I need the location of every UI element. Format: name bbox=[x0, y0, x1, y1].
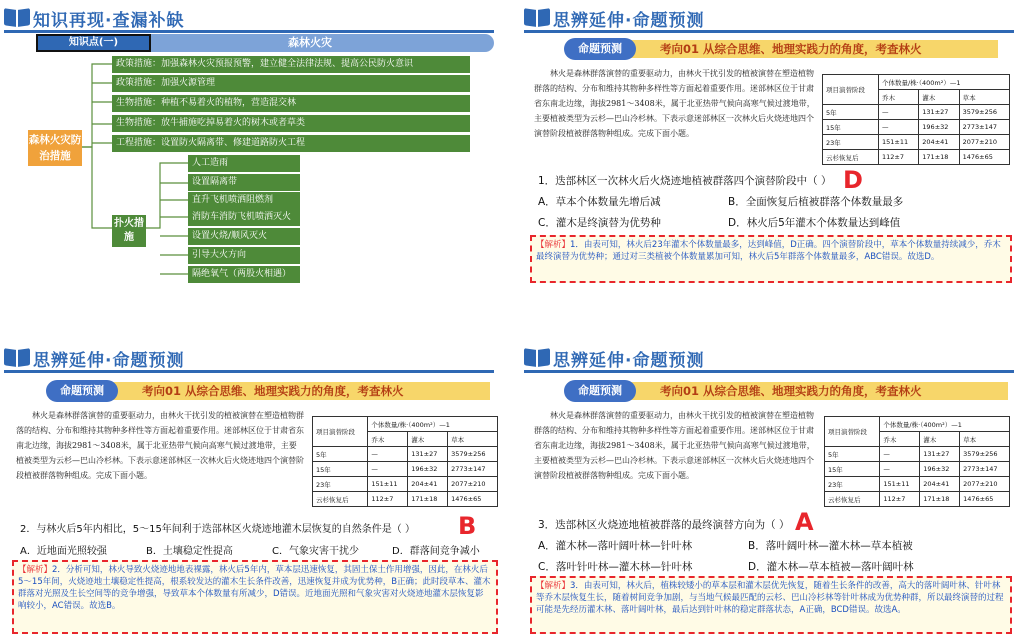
q2-header bbox=[524, 6, 704, 30]
table-header-unit: 个体数量/株·（400m²）—1 bbox=[878, 75, 1009, 90]
q2-header-line bbox=[524, 30, 1014, 33]
q4-passage: 林火是森林群落演替的重要驱动力，由林火干扰引发的植被演替在塑造植物群落的结构、分布和维持其物种多样性等方面起着重要作用。迷部林区位于甘肃省东南北边缘，海拔2981～3408米，属于北亚热带气候向高寒气候过渡地带，主要植被类型为云杉—巴山冷杉林。下表示意迷部林区一次林火后火烧迹地四个演替阶段植被群落物种组成。完成下面小题。 bbox=[534, 411, 815, 480]
fire-item-3: 直升飞机喷洒阻燃剂 bbox=[188, 192, 300, 209]
q3-header-title: 思辨延伸·命题预测 bbox=[33, 350, 185, 371]
q2-analysis-label: 【解析】 bbox=[536, 240, 571, 250]
table-row: 15年 — 196±32 2773±147 bbox=[823, 120, 1010, 135]
q4-analysis-text: 3．由表可知，林火后，植株较矮小的草本层和灌木层优先恢复，随着生长条件的改善，高大的落叶阔叶林、针叶林等乔木层恢复生长，随着树间竞争加剧，与当地气候最匹配的云杉、巴山冷杉林等针叶林成为优势种群，所以最终演替的过程可能是先经历灌木林、落叶阔叶林，最后达到针叶林的稳定群落状态，A正确，BCD错误。故选A。 bbox=[536, 581, 1004, 615]
q4-header-title: 思辨延伸·命题预测 bbox=[553, 350, 705, 371]
fire-measures-node: 扑火措施 bbox=[112, 215, 146, 247]
table-row: 云杉恢复后 112±7 171±18 1476±65 bbox=[825, 492, 1010, 507]
q3-header bbox=[4, 346, 184, 370]
table-header-stage: 项目演替阶段 bbox=[823, 75, 879, 105]
table-row: 23年 151±11 204±41 2077±210 bbox=[825, 477, 1010, 492]
q4-data-table bbox=[824, 416, 1010, 507]
q3-analysis-text: 2．分析可知，林火导致火烧迹地地表裸露，林火后5年内，草本层迅速恢复，其固土保土作用增强，因此，在林火后5～15年间，火烧迹地土壤稳定性提高，根系较发达的灌木生长条件改善，迅速恢复并成为优势种，B正确；此时段草本、灌木群落对光照及生长空间等的竞争增强，导致草本个体数量有所减少，D错误。近地面光照和气象灾害对火烧迹地灌木层恢复影响较小，AC错误。故选B。 bbox=[18, 565, 491, 611]
q4-option-d: D．灌木林—草本植被—落叶阔叶林 bbox=[748, 561, 914, 573]
table-header-stage: 项目演替阶段 bbox=[313, 417, 368, 447]
table-col-header: 乔木 bbox=[368, 432, 408, 447]
q2-option-d: D．林火后5年灌木个体数量达到峰值 bbox=[728, 217, 901, 229]
q3-analysis-label: 【解析】 bbox=[18, 565, 53, 575]
q3-option-d: D．群落间竞争减小 bbox=[392, 546, 480, 557]
table-col-header: 灌木 bbox=[919, 90, 959, 105]
table-col-header: 乔木 bbox=[880, 432, 920, 447]
q4-answer: A bbox=[795, 508, 814, 536]
q2-question: 1．迭部林区一次林火后火烧迹地植被群落四个演替阶段中（ ） bbox=[538, 175, 832, 187]
q4-option-a: A．灌木林—落叶阔叶林—针叶林 bbox=[538, 540, 693, 552]
table-row: 5年 — 131±27 3579±256 bbox=[825, 447, 1010, 462]
q2-pill: 命题预测 bbox=[564, 38, 636, 60]
q3-answer: B bbox=[458, 512, 477, 540]
q2-answer: D bbox=[843, 166, 863, 194]
table-col-header: 灌木 bbox=[408, 432, 448, 447]
q2-option-b: B．全面恢复后植被群落个体数量最多 bbox=[728, 196, 904, 208]
table-row: 23年 151±11 204±41 2077±210 bbox=[823, 135, 1010, 150]
table-row: 云杉恢复后 112±7 171±18 1476±65 bbox=[313, 492, 498, 507]
q4-question: 3．迭部林区火烧迹地植被群落的最终演替方向为（ ） bbox=[538, 519, 790, 531]
table-col-header: 草本 bbox=[448, 432, 498, 447]
book-icon bbox=[524, 349, 550, 367]
q3-banner bbox=[46, 380, 490, 402]
q3-analysis-box bbox=[12, 560, 498, 634]
table-col-header: 草本 bbox=[959, 90, 1009, 105]
q4-topic: 考向01 从综合思维、地理实践力的角度，考查林火 bbox=[626, 382, 1008, 400]
table-header-unit: 个体数量/株·（400m²）—1 bbox=[368, 417, 498, 432]
fire-item-7: 隔绝氧气（两股火相遇） bbox=[188, 266, 300, 283]
q4-analysis-box bbox=[530, 576, 1012, 634]
q1-section-title: 森林火灾 bbox=[288, 36, 332, 49]
table-header-unit: 个体数量/株·（400m²）—1 bbox=[880, 417, 1010, 432]
q3-header-line bbox=[4, 370, 494, 373]
q4-pill: 命题预测 bbox=[564, 380, 636, 402]
q4-banner bbox=[564, 380, 1008, 402]
book-icon bbox=[4, 349, 30, 367]
q3-data-table bbox=[312, 416, 498, 507]
mindmap-root: 森林火灾防治措施 bbox=[28, 130, 82, 166]
table-col-header: 草本 bbox=[960, 432, 1010, 447]
q2-data-table bbox=[822, 74, 1010, 165]
bio-node-1: 生物措施：种植不易着火的植物，营造混交林 bbox=[112, 95, 470, 112]
q2-topic: 考向01 从综合思维、地理实践力的角度，考查林火 bbox=[626, 40, 998, 58]
table-col-header: 灌木 bbox=[920, 432, 960, 447]
q3-option-c: C．气象灾害干扰少 bbox=[272, 546, 359, 557]
table-row: 云杉恢复后 112±7 171±18 1476±65 bbox=[823, 150, 1010, 165]
q1-header-title: 知识再现·查漏补缺 bbox=[33, 10, 185, 31]
fire-item-1: 人工造雨 bbox=[188, 155, 300, 172]
fire-item-5: 设置火烧/顺风灭火 bbox=[188, 228, 300, 245]
q4-header-line bbox=[524, 370, 1014, 373]
q2-option-a: A．草本个体数量先增后减 bbox=[538, 196, 661, 208]
fire-item-6: 引导大火方向 bbox=[188, 247, 300, 264]
policy-node-2: 政策措施：加强火源管理 bbox=[112, 75, 470, 92]
policy-node-1: 政策措施：加强森林火灾预报预警，建立健全法律法规、提高公民防火意识 bbox=[112, 56, 470, 73]
table-col-header: 乔木 bbox=[878, 90, 918, 105]
table-row: 5年 — 131±27 3579±256 bbox=[313, 447, 498, 462]
bio-node-2: 生物措施：放牛捕施吃掉易着火的树木或者草类 bbox=[112, 115, 470, 132]
q2-analysis-box bbox=[530, 235, 1012, 283]
q3-option-a: A．近地面光照较强 bbox=[20, 546, 107, 557]
engineering-node: 工程措施：设置防火隔离带、修建道路防火工程 bbox=[112, 135, 470, 152]
q4-option-b: B．落叶阔叶林—灌木林—草本植被 bbox=[748, 540, 913, 552]
q2-analysis-text: 1．由表可知，林火后23年灌木个体数量最多，达到峰值，D正确。四个演替阶段中，草本个体数量持续减少，乔木最终演替为优势种；通过对三类植被个体数量累加可知，林火后5年群落个体数量最多，ABC错误。故选D。 bbox=[536, 240, 1001, 262]
q4-option-c: C．落叶针叶林—灌木林—针叶林 bbox=[538, 561, 693, 573]
book-icon bbox=[524, 9, 550, 27]
q2-banner bbox=[564, 38, 998, 60]
fire-item-2: 设置隔离带 bbox=[188, 174, 300, 191]
q1-section-no: 知识点(一) bbox=[36, 34, 151, 52]
q3-option-b: B．土壤稳定性提高 bbox=[146, 546, 233, 557]
q3-topic: 考向01 从综合思维、地理实践力的角度，考查林火 bbox=[108, 382, 490, 400]
q4-header bbox=[524, 346, 704, 370]
q3-passage: 林火是森林群落演替的重要驱动力，由林火干扰引发的植被演替在塑造植物群落的结构、分布和维持其物种多样性等方面起着重要作用。迷部林区位于甘肃省东南北边缘，海拔2981～3408米，属于北亚热带气候向高寒气候过渡地带，主要植被类型为云杉—巴山冷杉林。下表示意迷部林区一次林火后火烧迹地四个演替阶段植被群落物种组成。完成下面小题。 bbox=[16, 411, 304, 480]
q3-pill: 命题预测 bbox=[46, 380, 118, 402]
q2-header-title: 思辨延伸·命题预测 bbox=[553, 10, 705, 31]
table-row: 23年 151±11 204±41 2077±210 bbox=[313, 477, 498, 492]
q2-option-c: C．灌木是终演替为优势种 bbox=[538, 217, 661, 229]
table-row: 15年 — 196±32 2773±147 bbox=[825, 462, 1010, 477]
q4-analysis-label: 【解析】 bbox=[536, 581, 571, 591]
q3-question: 2．与林火后5年内相比，5～15年间利于迭部林区火烧迹地灌木层恢复的自然条件是（ ） bbox=[20, 524, 415, 535]
q2-passage: 林火是森林群落演替的重要驱动力，由林火干扰引发的植被演替在塑造植物群落的结构、分布和维持其物种多样性等方面起着重要作用。迷部林区位于甘肃省东南北边缘，海拔2981～3408米，属于北亚热带气候向高寒气候过渡地带，主要植被类型为云杉—巴山冷杉林。下表示意迷部林区一次林火后火烧迹地四个演替阶段植被群落物种组成。完成下面小题。 bbox=[534, 69, 815, 138]
table-header-stage: 项目演替阶段 bbox=[825, 417, 880, 447]
table-row: 15年 — 196±32 2773±147 bbox=[313, 462, 498, 477]
fire-item-4: 消防车消防飞机喷洒灭火 bbox=[188, 209, 300, 226]
table-row: 5年 — 131±27 3579±256 bbox=[823, 105, 1010, 120]
